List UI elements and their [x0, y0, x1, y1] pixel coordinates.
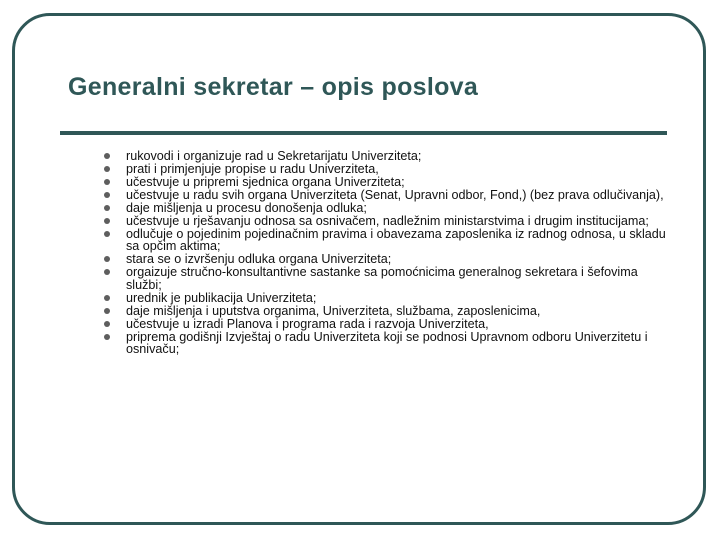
list-item-text: daje mišljenja i uputstva organima, Univerziteta, službama, zaposlenicima,	[126, 303, 541, 318]
title-divider	[60, 131, 667, 135]
bullet-icon	[104, 166, 110, 172]
list-item	[104, 202, 674, 214]
bullet-icon	[104, 295, 110, 301]
bullet-icon	[104, 205, 110, 211]
bullet-icon	[104, 308, 110, 314]
list-item	[104, 253, 674, 265]
list-item	[104, 215, 674, 227]
list-item-text: rukovodi i organizuje rad u Sekretarijatu Univerziteta;	[126, 149, 422, 163]
list-item	[104, 189, 674, 201]
list-item-text: učestvuje u rješavanju odnosa sa osnivačem, nadležnim ministarstvima i drugim institucijama;	[126, 214, 649, 228]
list-item-text: stara se o izvršenju odluka organa Univerziteta;	[126, 252, 392, 267]
list-item-text: daje mišljenja u procesu donošenja odluka;	[126, 201, 367, 215]
list-item	[104, 176, 674, 188]
list-item-text: orgaizuje stručno-konsultantivne sastanke sa pomoćnicima generalnog sekretara i šefovima službi;	[126, 265, 638, 292]
bullet-icon	[104, 334, 110, 340]
list-item-text: priprema godišnji Izvještaj o radu Univerziteta koji se podnosi Upravnom odboru Univerzitetu i osnivaču;	[126, 329, 648, 357]
bullet-icon	[104, 231, 110, 237]
bullet-icon	[104, 321, 110, 327]
list-item	[104, 150, 674, 162]
list-item-text: učestvuje u radu svih organa Univerziteta (Senat, Upravni odbor, Fond,) (bez prava odlučivanja),	[126, 188, 664, 202]
bullet-icon	[104, 179, 110, 185]
list-item	[104, 305, 674, 317]
list-item	[104, 318, 674, 330]
bullet-icon	[104, 218, 110, 224]
list-item	[104, 228, 674, 253]
bullet-icon	[104, 153, 110, 159]
list-item-text: prati i primjenjuje propise u radu Univerziteta,	[126, 162, 379, 176]
list-item	[104, 292, 674, 304]
bullet-icon	[104, 269, 110, 275]
list-item-text: učestvuje u izradi Planova i programa rada i razvoja Univerziteta,	[126, 316, 489, 331]
list-item	[104, 266, 674, 291]
list-item-text: odlučuje o pojedinim pojedinačnim pravima i obavezama zaposlenika iz radnog odnosa, u skladu sa opčim aktima;	[126, 227, 666, 254]
bullet-icon	[104, 256, 110, 262]
list-item	[104, 331, 674, 356]
bullet-list	[104, 150, 674, 356]
list-item-text: učestvuje u pripremi sjednica organa Univerziteta;	[126, 175, 405, 189]
slide-title: Generalni sekretar – opis poslova	[68, 73, 479, 101]
list-item	[104, 163, 674, 175]
list-item-text: urednik je publikacija Univerziteta;	[126, 290, 317, 305]
bullet-icon	[104, 192, 110, 198]
